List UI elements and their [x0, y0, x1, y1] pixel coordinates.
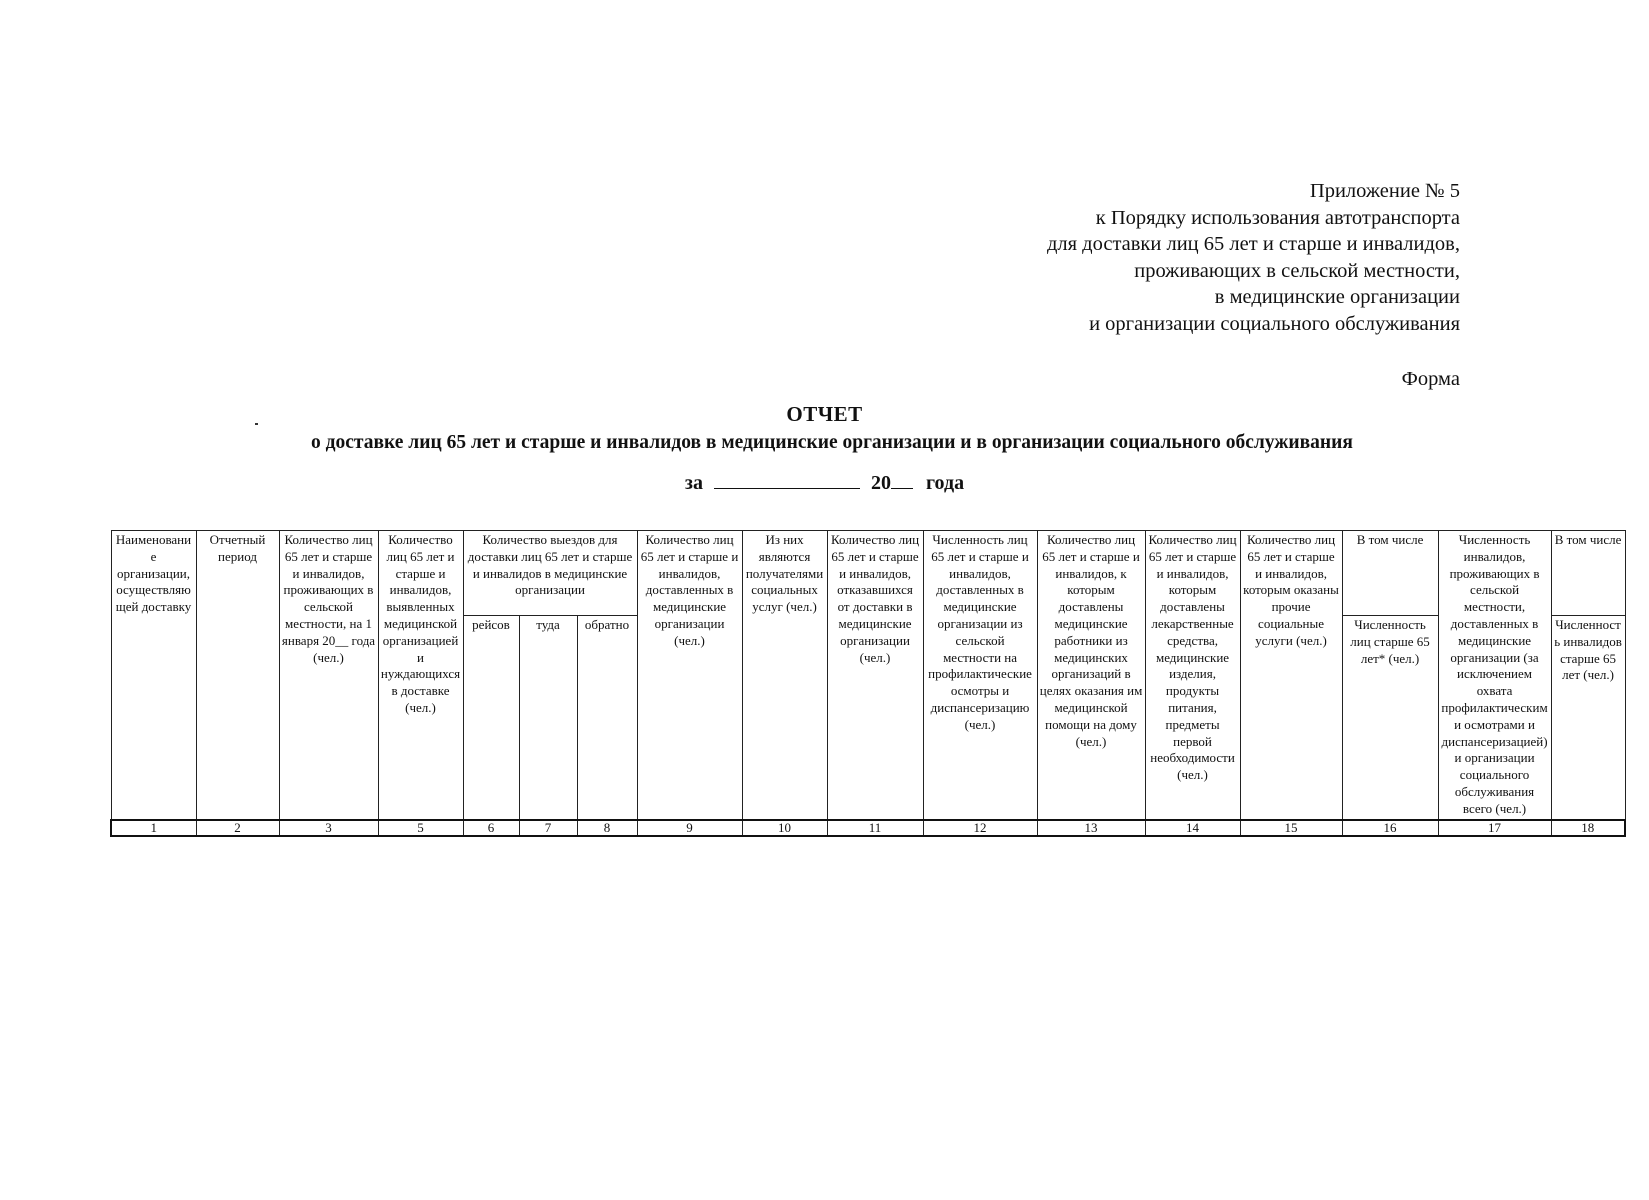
header-medicines-delivered: Количество лиц 65 лет и старше и инвалидов, которым доставлены лекарственные средства, медицинские изделия, продукты питания, предметы первой необходимости (чел.) — [1145, 531, 1240, 820]
column-number: 16 — [1342, 820, 1438, 836]
header-organization: Наименование организации, осуществляющей доставку — [111, 531, 196, 820]
header-persons-needing-delivery: Количество лиц 65 лет и старше и инвалидов, выявленных медицинской организацией и нуждающихся в доставке (чел.) — [378, 531, 463, 820]
header-delivered-medical: Количество лиц 65 лет и старше и инвалидов, доставленных в медицинские организации (чел.) — [637, 531, 742, 820]
column-number: 1 — [111, 820, 196, 836]
header-disabled-delivered: Численность инвалидов, проживающих в сельской местности, доставленных в медицинские организации (за исключением охвата профилактическими осмотрами и диспансеризацией) и организации социального обслуживания всего (чел.) — [1438, 531, 1551, 820]
header-trips-there: туда — [519, 616, 577, 820]
header-refused-delivery: Количество лиц 65 лет и старше и инвалидов, отказавшихся от доставки в медицинские организации (чел.) — [827, 531, 923, 820]
column-number: 12 — [923, 820, 1037, 836]
annex-line: проживающих в сельской местности, — [1134, 259, 1460, 282]
annex-line: Приложение № 5 — [1309, 180, 1460, 202]
column-number: 14 — [1145, 820, 1240, 836]
column-number: 13 — [1037, 820, 1145, 836]
header-over-65: Численность лиц старше 65 лет* (чел.) — [1342, 616, 1438, 820]
header-trips-back: обратно — [577, 616, 637, 820]
header-c18-group: В том числе — [1551, 531, 1625, 616]
header-trips-group: Количество выездов для доставки лиц 65 лет и старше и инвалидов в медицинские организации — [463, 531, 637, 616]
header-reporting-period: Отчетный период — [196, 531, 279, 820]
header-checkups: Численность лиц 65 лет и старше и инвалидов, доставленных в медицинские организации из сельской местности на профилактические осмотры и диспансеризацию (чел.) — [923, 531, 1037, 820]
period-year: 20 — [870, 472, 891, 494]
column-number: 17 — [1438, 820, 1551, 836]
report-subtitle: о доставке лиц 65 лет и старше и инвалидов в медицинские организации и в организации социального обслуживания — [311, 432, 1353, 453]
column-number: 5 — [378, 820, 463, 836]
column-number: 18 — [1551, 820, 1625, 836]
header-other-services: Количество лиц 65 лет и старше и инвалидов, которым оказаны прочие социальные услуги (чел.) — [1240, 531, 1342, 820]
annex-line: и организации социального обслуживания — [1089, 312, 1460, 335]
header-disabled-over-65: Численность инвалидов старше 65 лет (чел.) — [1551, 616, 1625, 820]
column-number: 11 — [827, 820, 923, 836]
column-number: 2 — [196, 820, 279, 836]
annex-line: для доставки лиц 65 лет и старше и инвалидов, — [1046, 233, 1460, 255]
column-number: 7 — [519, 820, 577, 836]
header-social-recipients: Из них являются получателями социальных услуг (чел.) — [742, 531, 827, 820]
report-table — [110, 530, 1626, 837]
header-persons-jan1: Количество лиц 65 лет и старше и инвалидов, проживающих в сельской местности, на 1 января 20__ года (чел.) — [279, 531, 378, 820]
period-prefix: за — [684, 472, 703, 494]
form-label: Форма — [1401, 368, 1460, 390]
annex-block — [1047, 178, 1460, 337]
period-blank-field — [714, 470, 860, 489]
column-number: 6 — [463, 820, 519, 836]
column-number: 10 — [742, 820, 827, 836]
year-blank-field — [891, 470, 913, 489]
annex-line: в медицинские организации — [1214, 286, 1460, 308]
header-trips: рейсов — [463, 616, 519, 820]
annex-line: к Порядку использования автотранспорта — [1095, 206, 1460, 229]
column-number: 15 — [1240, 820, 1342, 836]
report-period — [0, 470, 1649, 495]
column-number: 3 — [279, 820, 378, 836]
header-home-care: Количество лиц 65 лет и старше и инвалидов, к которым доставлены медицинские работники из медицинских организаций в целях оказания им медицинской помощи на дому (чел.) — [1037, 531, 1145, 820]
report-title: ОТЧЕТ — [786, 402, 863, 426]
period-suffix: года — [925, 472, 965, 494]
column-number: 8 — [577, 820, 637, 836]
column-number: 9 — [637, 820, 742, 836]
header-c16-group: В том числе — [1342, 531, 1438, 616]
